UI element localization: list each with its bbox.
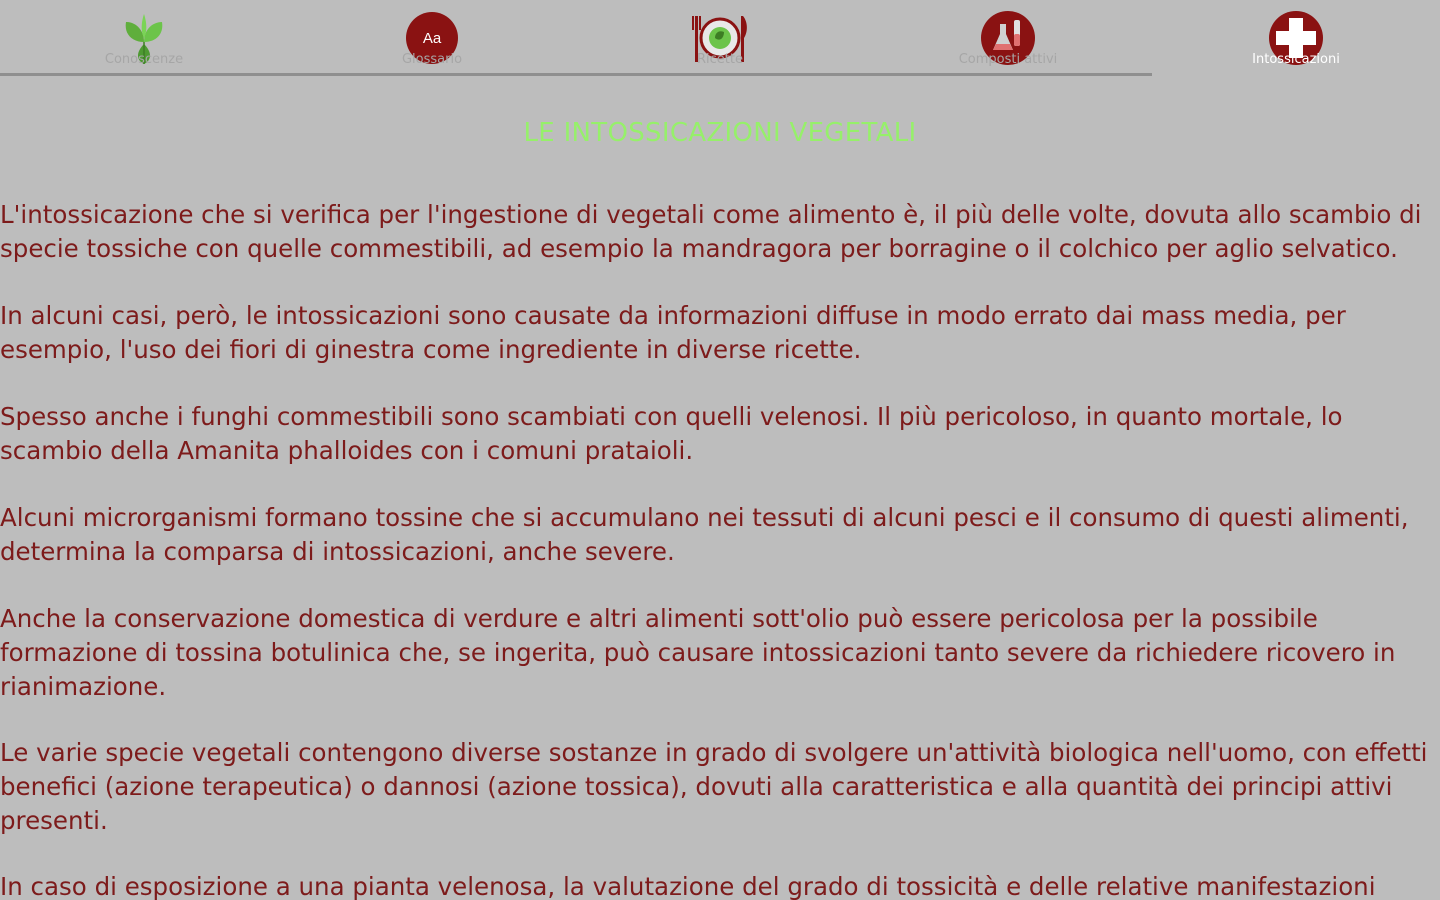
paragraph: Anche la conservazione domestica di verdure e altri alimenti sott'olio può essere pericolosa per la possibile formazione di tossina botulinica che, se ingerita, può causare intossicazioni tanto severe da richiedere ricovero in rianimazione.	[0, 604, 1396, 701]
tab-ricette[interactable]	[576, 0, 864, 78]
paragraph: Alcuni microrganismi formano tossine che si accumulano nei tessuti di alcuni pesci e il consumo di questi alimenti, determina la comparsa di intossicazioni, anche severe.	[0, 503, 1409, 566]
paragraph: L'intossicazione che si verifica per l'ingestione di vegetali come alimento è, il più delle volte, dovuta allo scambio di specie tossiche con quelle commestibili, ad esempio la mandragora per borragine o il colchico per aglio selvatico.	[0, 200, 1422, 263]
content-area[interactable]	[0, 78, 1440, 900]
tab-conoscenze[interactable]	[0, 0, 288, 78]
paragraph: Le varie specie vegetali contengono diverse sostanze in grado di svolgere un'attività biologica nell'uomo, con effetti benefici (azione terapeutica) o dannosi (azione tossica), dovuti alla caratteristica e alla quantità dei principi attivi presenti.	[0, 738, 1428, 835]
tab-label: Intossicazioni	[1252, 52, 1340, 67]
tab-composti-attivi[interactable]	[864, 0, 1152, 78]
paragraph: In caso di esposizione a una pianta velenosa, la valutazione del grado di tossicità e delle relative manifestazioni	[0, 872, 1376, 900]
tab-glossario[interactable]	[288, 0, 576, 78]
paragraph: Spesso anche i funghi commestibili sono scambiati con quelli velenosi. Il più pericoloso, in quanto mortale, lo scambio della Amanita phalloides con i comuni prataioli.	[0, 402, 1343, 465]
tab-label: Glossario	[401, 52, 463, 67]
tab-label: Conoscenze	[104, 52, 184, 67]
top-tab-bar	[0, 0, 1440, 78]
tab-intossicazioni[interactable]	[1152, 0, 1440, 78]
tab-label: Ricette	[697, 52, 743, 67]
page-title: LE INTOSSICAZIONI VEGETALI	[523, 118, 917, 148]
glossary-icon-text: Aa	[422, 30, 442, 47]
paragraph: In alcuni casi, però, le intossicazioni sono causate da informazioni diffuse in modo errato dai mass media, per esempio, l'uso dei fiori di ginestra come ingrediente in diverse ricette.	[0, 301, 1346, 364]
tab-label: Composti attivi	[958, 52, 1058, 67]
tab-underline-divider	[0, 73, 1152, 76]
